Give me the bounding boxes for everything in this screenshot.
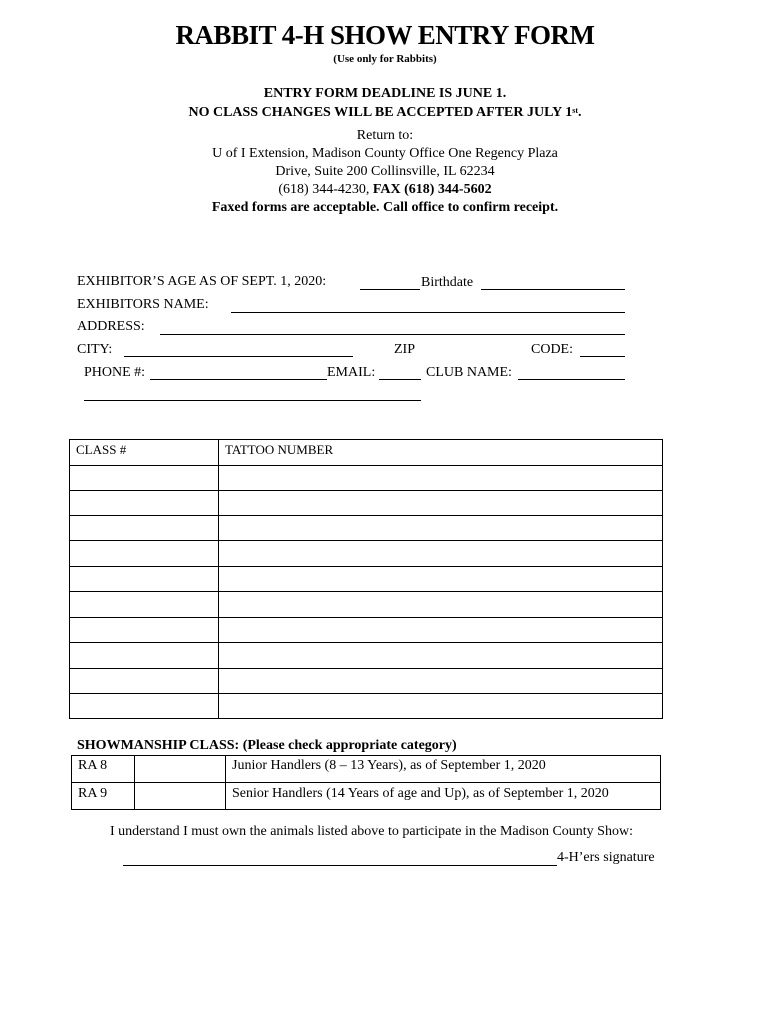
- class-number-cell[interactable]: [70, 491, 219, 516]
- email-field[interactable]: [379, 379, 421, 380]
- class-number-cell[interactable]: [70, 567, 219, 592]
- signature-label: 4-H’ers signature: [557, 850, 655, 865]
- tattoo-number-cell[interactable]: [219, 491, 663, 516]
- email-continuation-field[interactable]: [84, 400, 421, 401]
- table-row: [70, 694, 663, 719]
- fax-note: Faxed forms are acceptable. Call office to confirm receipt.: [211, 200, 559, 215]
- class-number-cell[interactable]: [70, 541, 219, 567]
- tattoo-number-cell[interactable]: [219, 643, 663, 669]
- table-row: [70, 592, 663, 618]
- email-label: EMAIL:: [327, 365, 376, 380]
- address-field[interactable]: [160, 334, 625, 335]
- name-label: EXHIBITORS NAME:: [77, 297, 209, 312]
- tattoo-number-cell[interactable]: [219, 694, 663, 719]
- table-row: [70, 618, 663, 643]
- class-number-cell[interactable]: [70, 669, 219, 694]
- tattoo-number-cell[interactable]: [219, 541, 663, 567]
- table-row: [70, 567, 663, 592]
- tattoo-number-cell[interactable]: [219, 516, 663, 541]
- class-code: RA 8: [72, 756, 135, 783]
- ownership-statement: I understand I must own the animals listed above to participate in the Madison County Show:: [110, 824, 633, 839]
- form-subtitle: (Use only for Rabbits): [333, 53, 437, 65]
- office-fax: FAX (618) 344-5602: [372, 182, 492, 197]
- table-header-row: [70, 440, 663, 466]
- city-field[interactable]: [124, 356, 353, 357]
- deadline-notice: [0, 84, 770, 122]
- class-description: Senior Handlers (14 Years of age and Up), as of September 1, 2020: [226, 783, 661, 810]
- class-number-header: CLASS #: [70, 440, 219, 466]
- table-row: [70, 669, 663, 694]
- form-title: RABBIT 4-H SHOW ENTRY FORM: [175, 20, 595, 50]
- table-row: [70, 466, 663, 491]
- deadline-line: ENTRY FORM DEADLINE IS JUNE 1.: [263, 86, 507, 101]
- class-description: Junior Handlers (8 – 13 Years), as of September 1, 2020: [226, 756, 661, 783]
- check-box[interactable]: [135, 783, 226, 810]
- zip-code-field[interactable]: [580, 356, 625, 357]
- tattoo-number-cell[interactable]: [219, 567, 663, 592]
- phone-label: PHONE #:: [84, 365, 146, 380]
- club-field[interactable]: [518, 379, 625, 380]
- showmanship-row-ra9: [72, 783, 661, 810]
- class-number-cell[interactable]: [70, 516, 219, 541]
- age-field[interactable]: [360, 289, 420, 290]
- class-number-cell[interactable]: [70, 694, 219, 719]
- name-field[interactable]: [231, 312, 625, 313]
- tattoo-number-header: TATTOO NUMBER: [219, 440, 663, 466]
- tattoo-number-cell[interactable]: [219, 618, 663, 643]
- tattoo-number-cell[interactable]: [219, 592, 663, 618]
- table-row: [70, 491, 663, 516]
- no-changes-text: NO CLASS CHANGES WILL BE ACCEPTED AFTER JULY 1: [188, 105, 573, 120]
- class-tattoo-table: [69, 439, 663, 719]
- age-label: EXHIBITOR’S AGE AS OF SEPT. 1, 2020:: [77, 274, 327, 289]
- showmanship-heading: SHOWMANSHIP CLASS: (Please check appropriate category): [77, 738, 457, 753]
- class-number-cell[interactable]: [70, 643, 219, 669]
- club-label: CLUB NAME:: [426, 365, 512, 380]
- return-address-block: [0, 127, 770, 217]
- table-row: [70, 516, 663, 541]
- tattoo-number-cell[interactable]: [219, 466, 663, 491]
- signature-field[interactable]: [123, 865, 557, 866]
- address-line-2: Drive, Suite 200 Collinsville, IL 62234: [275, 164, 495, 179]
- no-changes-end: .: [578, 105, 582, 120]
- table-row: [70, 541, 663, 567]
- zip-label: ZIP: [394, 342, 415, 357]
- return-label: Return to:: [356, 128, 414, 143]
- code-label: CODE:: [531, 342, 573, 357]
- class-number-cell[interactable]: [70, 466, 219, 491]
- class-code: RA 9: [72, 783, 135, 810]
- no-changes-sup: st: [572, 106, 579, 115]
- phone-field[interactable]: [150, 379, 327, 380]
- phone-fax-line: [0, 181, 770, 199]
- showmanship-table: [71, 755, 661, 810]
- birthdate-label: Birthdate: [421, 275, 474, 290]
- address-label: ADDRESS:: [77, 319, 145, 334]
- table-row: [70, 643, 663, 669]
- no-changes-line: [0, 103, 770, 122]
- check-box[interactable]: [135, 756, 226, 783]
- city-label: CITY:: [77, 342, 113, 357]
- address-line-1: U of I Extension, Madison County Office One Regency Plaza: [212, 146, 558, 161]
- birthdate-field[interactable]: [481, 289, 625, 290]
- office-phone: (618) 344-4230,: [278, 182, 373, 197]
- class-number-cell[interactable]: [70, 618, 219, 643]
- tattoo-number-cell[interactable]: [219, 669, 663, 694]
- showmanship-row-ra8: [72, 756, 661, 783]
- class-number-cell[interactable]: [70, 592, 219, 618]
